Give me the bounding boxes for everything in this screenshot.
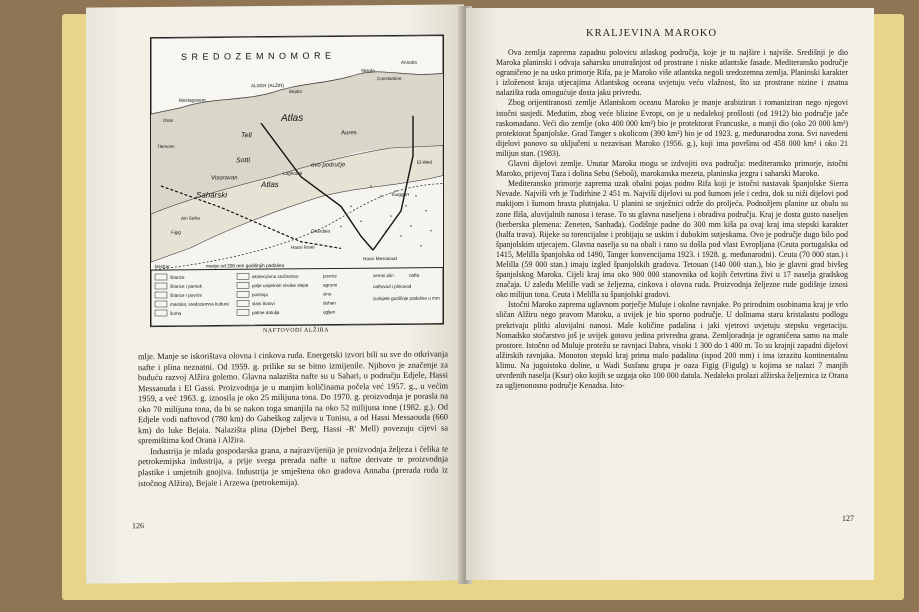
map-place-label: Skikda [361,68,375,74]
map-place-label: Laghouat [283,170,303,176]
right-page [466,8,874,580]
legend-label: šuma [170,310,182,316]
left-page [86,4,464,583]
map-place-label: Tlemcen [157,143,175,150]
sea-label: S R E D O Z E M N O M O R E [181,50,333,62]
right-body-text [496,48,848,391]
page-number: 127 [842,514,854,523]
map-place-label: Touggurt [391,191,409,197]
paragraph: mlje. Manje se iskorištava olovna i cinkova ruda. Energetski izvori bili su sve do otkrivanja nafte i plina neznatni. Od 1959. g. prilike su se bitno izmijenile. Njihovo je značenje za buduću razvoj Alžira golemo. Glavna nalazišta nafte su u Sahari, u području Edjele, Hassi Messaouda i El Gassi. Proizvodnja je u manjim količinama počela već 1957. g., u većim 1959, a već 1963. g. iznosila je oko 25 milijuna tona. Do 1970. g. proizvodnja je porasla na oko 70 milijuna tona, da bi se nakon toga smanjila na oko 52 milijuna tone (1982. g.). Od Edjele vodi naftovod (780 km) do Gabeškog zaljeva u Tunisu, a od Hassi Messaouda (660 km) do luke Bejaia. Nalazišta plina (Djebel Berg, Hassi -R' Mell) povezuju cijevi sa spremištima kod Orana i Alžira. [138,349,448,446]
legend-label: naftovod i plinovod [373,283,412,290]
legend-label: pustinja [252,292,268,298]
legend-label: slani tlotovi [252,301,275,307]
map-caption: NAFTOVODI ALŽIRA [262,327,330,335]
algeria-map [151,36,443,327]
legend-label: vino [323,291,332,297]
paragraph: Industrija je mlada gospodarska grana, a najrazvijenija je proizvodnja željeza i čelika te petrokemijska industrija, a prije svega prerada nafte u naftne derivate te proizvodnja plastike i umjetnih gnojiva. Industrija je smještena oko gradova Annaba (prerada ruda iz istočnog Alžira), Bejaie i Arzewa (petrokemija). [138,444,448,488]
map-place-label: Figig [171,229,181,235]
legend-label: ekstenzivno stočarstvo [252,273,299,280]
chapter-heading: KRALJEVINA MAROKO [586,28,718,39]
legend-label: šitarice [170,274,185,280]
rainfall-note: manje od 200 mm godišnjih padalina [206,263,285,270]
legend-label: palme datulja [252,309,280,316]
map-place-label: Hassi Rmel [291,244,315,250]
legend-label: šitarice i pamuk [170,283,202,289]
map-place-label: Beshar [155,263,170,270]
map-place-label: Ain Sefra [181,215,200,221]
paragraph: Mediteransko primorje zaprema uzak obalni pojas podno Rifa koji je istočni nastavak španjolske Sierra Nevade. Najviši vrh je Tudirhine 2 451 m. Najviši dijelovi su pod šumom jele i cedra, dok su niži dijelovi pod makijom i šumom hrasta plutnjaka. U planini se snježnici održe do proljeća. Podnožjem planine uz obalu su zone fliša, aluvijalnih nanosa i terase. To su glavna naseljena i obradiva područja. Kraj je dosta gusto naseljen (berberska plemena: Zeneten, Sanhađa). Godišnje padne do 300 mm kiša pa ovaj kraj ima stepski karakter (halfa trava). Rijeke su torencijalne i probijaju se uskim i dubokim sutjeskama. Ovo je područje dugo bilo pod španjolskim utjecajem. Glavna naselja su na obali i rano su došla pod vlast Evropljana (Ceuta portugalska od 1415, Melilla španjolska od 1490, Tanger konvencijama 1923. i 1928. g. međunarodni). Ceuta (70 000 stan.) i Melilla (59 000 stan.) imaju izgled španjolskih gradova. Tetouan (140 000 stan.), bio je glavni grad bivšeg španjolskog Maroka. Cijeli kraj ima oko 900 000 stanovnika od kojih četvrtina živi u 17 naselja gradskog značaja. U zaleđu Melille vadi se željezna, cinkova i olovna ruda. Proizvodnja željezne rude godišnje iznosi oko milijun tona. Ceuta i Melilla su španjolski gradovi. [496,179,848,300]
legend-label: povrće [323,273,337,279]
legend-label: nafta [409,272,420,278]
map-figure [150,35,444,328]
map-place-label: Oran [163,117,174,123]
page-number: 126 [132,521,144,531]
desert-dots [340,185,432,247]
map-place-label: Constantine [377,75,402,82]
paragraph: Zbog orijentiranosti zemlje Atlantskom oceanu Maroko je manje arabiziran i romaniziran nego njegovi istočni susjedi. Međutim, zbog veće blizine Evropi, on je u nedalekoj prošlosti (od 1912) bio područje jače raskomadano. Veći dio zemlje (oko 400 000 km²) bio je protektorat Francuske, a manji dio (oko 20 000 km²) protektorat Španjolske. Grad Tanger s okolicom (390 km²) bio je od 1923. g. međunarodna zona. Svi navedeni dijelovi ponovo su uključeni u nezavisan Maroko (1956. g.), koji ima površinu od 458 000 km² i oko 21 milijun stan. (1983). [496,98,848,158]
legend-label: šitarice i povrće [170,292,202,298]
paragraph: Ova zemlja zaprema zapadnu polovicu atlaskog područja, koje je tu najšire i najviše. Središnji je dio Maroka planinski i odvaja saharsku unutrašnjost od prostrane i niske atlantske fasade. Mediteransko područje ograničeno je na usko primorje Rifa, pa je Maroko više atlantska negoli sredozemna zemlja. Planinski karakter i izloženost kraja utjecajima Atlantskog oceana uvjetuju veću vlažnost, što uz prostrane nizine i znatna nalazišta ruda omogućuje dosta jaku privredu. [496,48,848,98]
map-region-label: Visoravan [211,175,238,182]
map-region-label: Atlas [281,112,304,124]
map-place-label: Mostaganem [179,97,206,103]
map-place-label: Aures [341,130,357,137]
map-region-label: Saharski [196,190,228,200]
paragraph: Istočni Maroko zaprema uglavnom porječje Muluje i okolne ravnjake. Po prirodnim osobinama kraj je vrlo sličan Alžiru nego pravom Maroku, a uvijek je bio sporno područje. U dolinama staru kristalastu podlogu prekrivaju plitki aluvijalni nanosi. Male količine padalina i jaki vjetrovi uvjetuju stepsku vegetaciju. Nomadsko stočarstvo još je uvijek gotovo jedina privredna grana. Zemljoradnja je ograničena samo na male prostore. Istočno od Muluje protežu se ravnjaci Dahra, visoki 1 300 do 1 400 m. To su krajnji zapadni dijelovi alžirskih ravnjaka. Monoton stepski kraj prima malo padalina (ispod 200 mm) i ima izrazitu kontinentalnu klimu. Na jugoistoku doline, u Wadi Susfanu grupa je oaza Figig (Figulg) u kojima se nalazi 7 manjih utvrđenih naselja (Ksur) oko kojih se uzgaja oko 100 000 datula. Nedaleko prolazi alžirska željeznica iz Orana za ugljenonosno područje Kenadsa. Isto- [496,300,848,391]
map-place-label: Ghardaia [311,228,330,234]
map-place-label: Annaba [401,59,417,65]
map-region-label: ovo područje [311,162,346,169]
map-region-label: Tell [241,132,252,140]
legend-label: zemni plin [373,272,394,279]
legend-label: duhan [323,300,336,306]
map-place-label: ALGER (ALŽIR) [251,82,284,89]
legend-label: polje umjetnim visoke stepe [252,282,309,289]
legend-label: agrumi [323,282,338,288]
paragraph: Glavni dijelovi zemlje. Unutar Maroka mogu se izdvojiti ova područja: mediteransko primorje, istočni Maroko, prijevoj Taza i dolina Sebu (Seboû), marokanska mezeta, planinska jezgra i saharski Maroko. [496,159,848,179]
left-body-text [138,349,448,489]
legend-label: maslina; sredozemna kultura [170,301,229,307]
map-region-label: Sotti [236,157,251,165]
map-place-label: El-Wed [417,159,432,165]
legend-label: ugljen [323,309,336,315]
map-place-label: Bejaia [289,88,302,94]
map-place-label: Hassi Messaoud [363,255,397,262]
legend-label: izohijete godišnje padaline u mm [373,295,440,302]
map-region-label: Atlas [261,179,279,190]
